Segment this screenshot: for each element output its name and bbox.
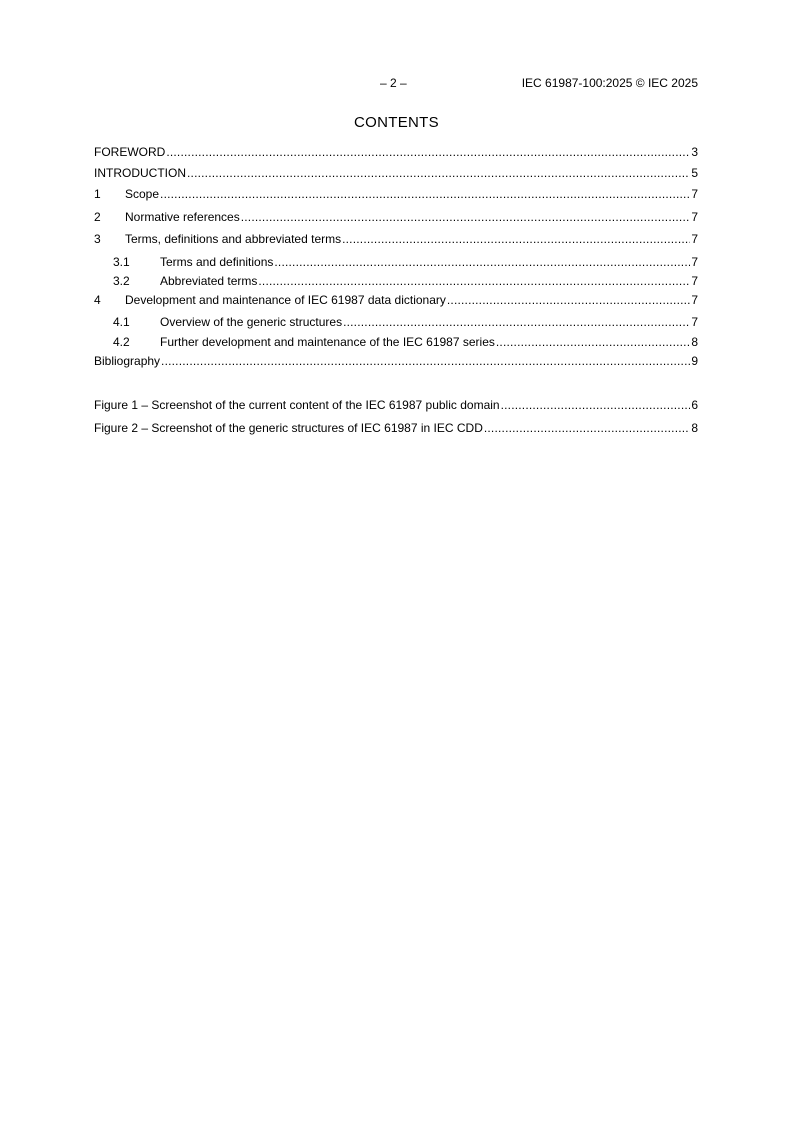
toc-entry-page: 7 xyxy=(691,210,698,224)
figure-entry-page: 6 xyxy=(691,398,698,412)
toc-entry-page: 7 xyxy=(691,255,698,269)
page-number: – 2 – xyxy=(380,76,407,90)
toc-entry-page: 5 xyxy=(691,166,698,180)
toc-entry-number: 2 xyxy=(94,210,101,224)
toc-entry-title: Terms and definitions xyxy=(160,255,274,269)
toc-entry-normative-references[interactable] xyxy=(94,210,698,228)
figure-entry-title: Figure 1 – Screenshot of the current content of the IEC 61987 public domain xyxy=(94,398,500,412)
toc-entry-terms-and-definitions[interactable] xyxy=(113,255,698,273)
toc-leader-dots xyxy=(342,315,690,329)
toc-leader-dots xyxy=(257,274,690,288)
toc-leader-dots xyxy=(186,166,690,180)
toc-entry-number: 4 xyxy=(94,293,101,307)
toc-entry-overview-generic-structures[interactable] xyxy=(113,315,698,333)
toc-leader-dots xyxy=(500,398,691,412)
toc-entry-page: 7 xyxy=(691,293,698,307)
toc-entry-title: Normative references xyxy=(125,210,240,224)
toc-leader-dots xyxy=(240,210,691,224)
toc-entry-page: 7 xyxy=(691,274,698,288)
toc-entry-title: Bibliography xyxy=(94,354,161,368)
toc-leader-dots xyxy=(160,354,690,368)
toc-entry-page: 7 xyxy=(691,315,698,329)
toc-leader-dots xyxy=(273,255,690,269)
toc-entry-page: 8 xyxy=(691,335,698,349)
toc-entry-page: 3 xyxy=(691,145,698,159)
toc-entry-introduction[interactable] xyxy=(94,166,698,184)
figure-entry-1[interactable] xyxy=(94,398,698,416)
figure-entry-page: 8 xyxy=(691,421,698,435)
toc-entry-number: 3 xyxy=(94,232,101,246)
page-header xyxy=(0,76,793,92)
toc-leader-dots xyxy=(341,232,690,246)
toc-entry-scope[interactable] xyxy=(94,187,698,205)
toc-entry-title: Terms, definitions and abbreviated terms xyxy=(125,232,342,246)
toc-entry-development-maintenance[interactable] xyxy=(94,293,698,311)
toc-entry-number: 1 xyxy=(94,187,101,201)
toc-entry-number: 3.2 xyxy=(113,274,130,288)
toc-entry-bibliography[interactable] xyxy=(94,354,698,372)
toc-leader-dots xyxy=(446,293,690,307)
toc-entry-title: FOREWORD xyxy=(94,145,166,159)
toc-leader-dots xyxy=(165,145,690,159)
figure-entry-2[interactable] xyxy=(94,421,698,439)
toc-entry-page: 9 xyxy=(691,354,698,368)
toc-leader-dots xyxy=(159,187,690,201)
contents-title: CONTENTS xyxy=(354,114,439,131)
toc-entry-terms-definitions[interactable] xyxy=(94,232,698,250)
toc-entry-title: Development and maintenance of IEC 61987 data dictionary xyxy=(125,293,446,307)
toc-entry-abbreviated-terms[interactable] xyxy=(113,274,698,292)
toc-entry-title: Overview of the generic structures xyxy=(160,315,343,329)
document-reference: IEC 61987-100:2025 © IEC 2025 xyxy=(521,76,698,90)
toc-entry-number: 3.1 xyxy=(113,255,130,269)
toc-leader-dots xyxy=(495,335,690,349)
toc-entry-number: 4.2 xyxy=(113,335,130,349)
toc-entry-page: 7 xyxy=(691,232,698,246)
toc-entry-title: Further development and maintenance of the IEC 61987 series xyxy=(160,335,495,349)
toc-entry-title: Abbreviated terms xyxy=(160,274,258,288)
toc-leader-dots xyxy=(483,421,690,435)
figure-entry-title: Figure 2 – Screenshot of the generic structures of IEC 61987 in IEC CDD xyxy=(94,421,483,435)
toc-entry-page: 7 xyxy=(691,187,698,201)
toc-entry-title: INTRODUCTION xyxy=(94,166,186,180)
toc-entry-further-development[interactable] xyxy=(113,335,698,353)
toc-entry-number: 4.1 xyxy=(113,315,130,329)
toc-entry-foreword[interactable] xyxy=(94,145,698,163)
toc-entry-title: Scope xyxy=(125,187,160,201)
